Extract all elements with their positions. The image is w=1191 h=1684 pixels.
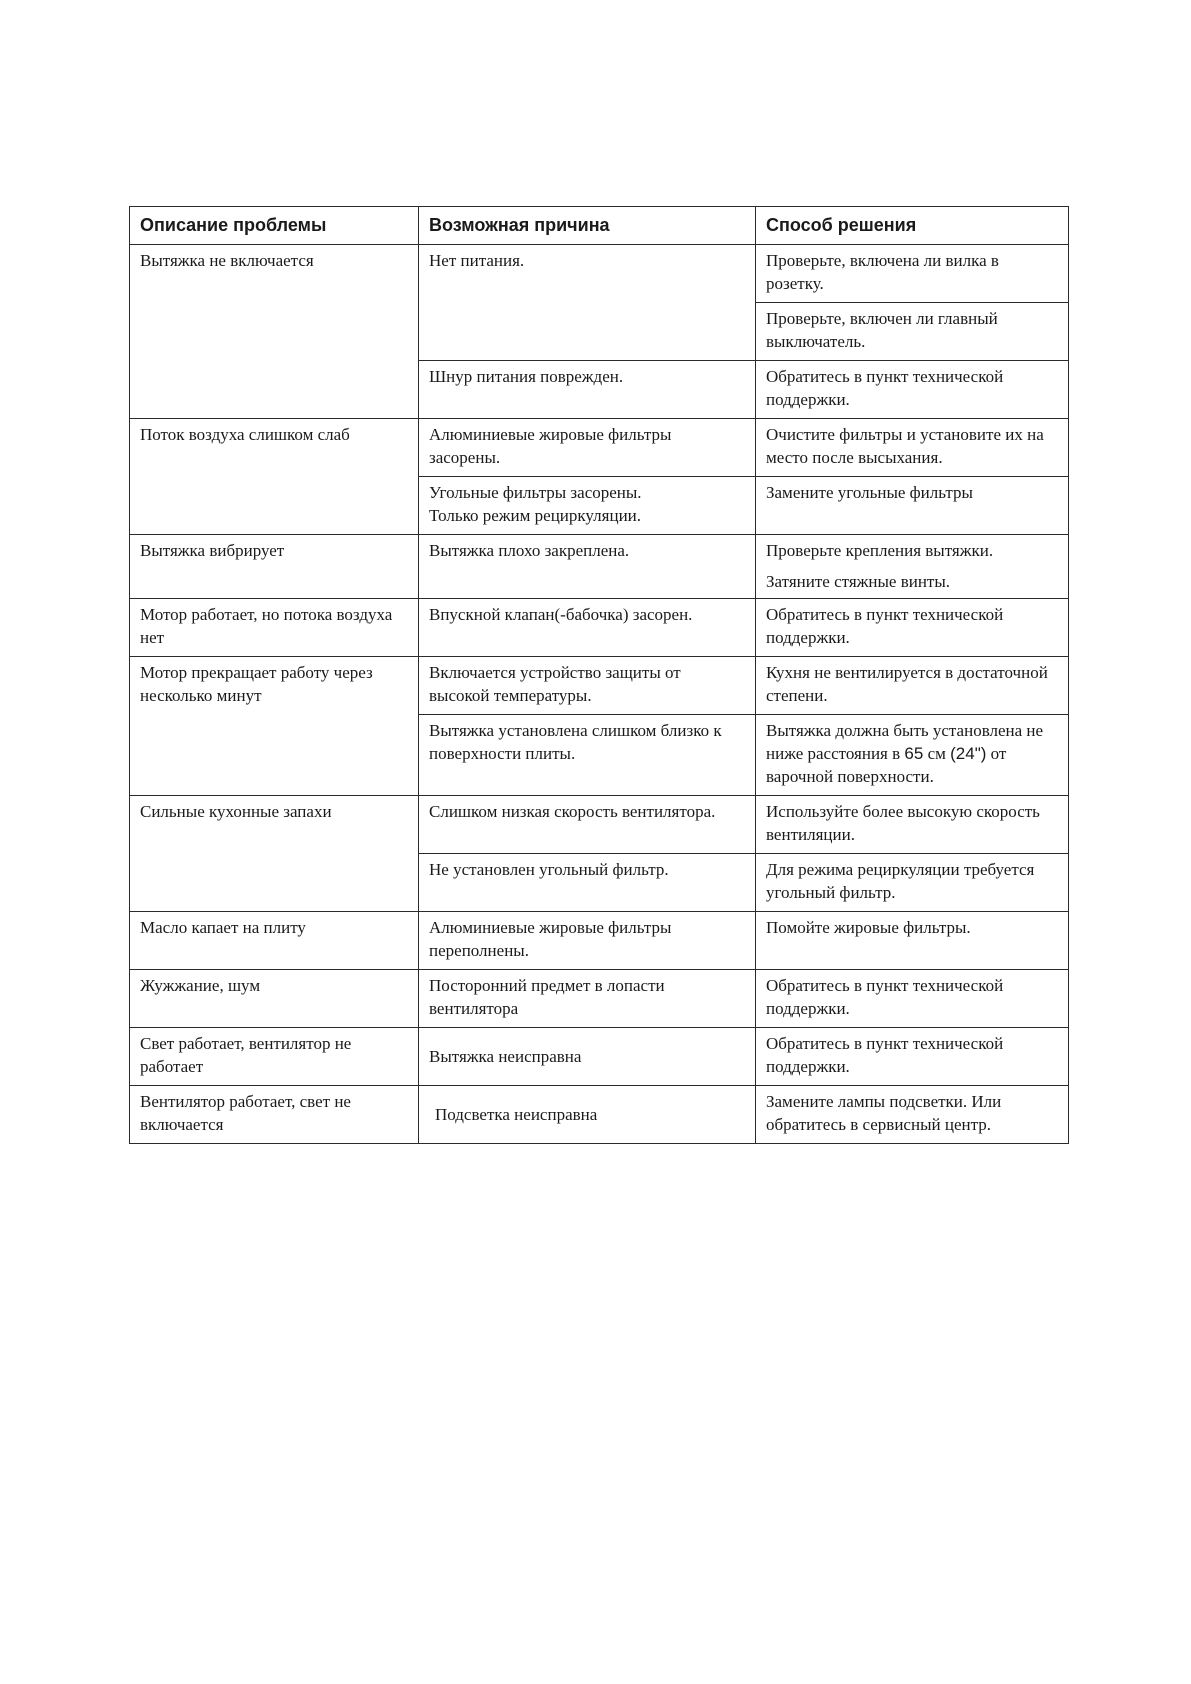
table-row	[130, 535, 1069, 599]
distance-value: 65	[904, 744, 924, 763]
solution-cell: Используйте более высокую скорость вентиляции.	[756, 796, 1069, 854]
cause-cell: Слишком низкая скорость вентилятора.	[419, 796, 756, 854]
solution-cell: Для режима рециркуляции требуется угольный фильтр.	[756, 854, 1069, 912]
table-row	[130, 970, 1069, 1028]
cause-cell: Посторонний предмет в лопасти вентилятора	[419, 970, 756, 1028]
table-row	[130, 1028, 1069, 1086]
cause-cell: Алюминиевые жировые фильтры засорены.	[419, 419, 756, 477]
cause-cell	[419, 477, 756, 535]
cause-line: Угольные фильтры засорены.	[429, 483, 642, 502]
solution-cell: Помойте жировые фильтры.	[756, 912, 1069, 970]
cause-line: Только режим рециркуляции.	[429, 506, 642, 525]
header-solution: Способ решения	[756, 207, 1069, 245]
solution-line: Затяните стяжные винты.	[766, 572, 951, 591]
problem-cell: Масло капает на плиту	[130, 912, 419, 970]
solution-cell: Обратитесь в пункт технической поддержки.	[756, 970, 1069, 1028]
solution-cell: Замените угольные фильтры	[756, 477, 1069, 535]
problem-cell: Вентилятор работает, свет не включается	[130, 1086, 419, 1144]
table-row	[130, 419, 1069, 477]
cause-cell: Вытяжка неисправна	[419, 1028, 756, 1086]
problem-cell: Сильные кухонные запахи	[130, 796, 419, 912]
cause-cell: Нет питания.	[419, 245, 756, 361]
solution-cell: Замените лампы подсветки. Или обратитесь в сервисный центр.	[756, 1086, 1069, 1144]
cause-cell: Включается устройство защиты от высокой температуры.	[419, 657, 756, 715]
solution-cell: Проверьте, включена ли вилка в розетку.	[756, 245, 1069, 303]
solution-cell: Очистите фильтры и установите их на место после высыхания.	[756, 419, 1069, 477]
table-row	[130, 599, 1069, 657]
problem-cell: Поток воздуха слишком слаб	[130, 419, 419, 535]
solution-text: от варочной поверхности.	[766, 744, 1007, 786]
solution-cell: Кухня не вентилируется в достаточной степени.	[756, 657, 1069, 715]
troubleshooting-table	[129, 206, 1069, 1144]
header-problem: Описание проблемы	[130, 207, 419, 245]
cause-cell: Вытяжка установлена слишком близко к поверхности плиты.	[419, 715, 756, 796]
solution-cell: Проверьте, включен ли главный выключатель.	[756, 303, 1069, 361]
cause-cell: Подсветка неисправна	[419, 1086, 756, 1144]
problem-cell: Вытяжка вибрирует	[130, 535, 419, 599]
table-row	[130, 245, 1069, 303]
problem-cell: Свет работает, вентилятор не работает	[130, 1028, 419, 1086]
distance-unit: см	[927, 744, 946, 763]
solution-cell	[756, 715, 1069, 796]
table-row	[130, 657, 1069, 715]
problem-cell: Вытяжка не включается	[130, 245, 419, 419]
table-row	[130, 796, 1069, 854]
cause-cell: Вытяжка плохо закреплена.	[419, 535, 756, 599]
table-header-row	[130, 207, 1069, 245]
solution-cell: Обратитесь в пункт технической поддержки.	[756, 599, 1069, 657]
problem-cell: Жужжание, шум	[130, 970, 419, 1028]
cause-cell: Алюминиевые жировые фильтры переполнены.	[419, 912, 756, 970]
table-row	[130, 1086, 1069, 1144]
solution-cell	[756, 535, 1069, 599]
header-cause: Возможная причина	[419, 207, 756, 245]
distance-inches: (24")	[950, 744, 987, 763]
cause-cell: Шнур питания поврежден.	[419, 361, 756, 419]
table-row	[130, 912, 1069, 970]
cause-cell: Впускной клапан(-бабочка) засорен.	[419, 599, 756, 657]
solution-cell: Обратитесь в пункт технической поддержки.	[756, 361, 1069, 419]
solution-line: Проверьте крепления вытяжки.	[766, 541, 994, 560]
solution-cell: Обратитесь в пункт технической поддержки.	[756, 1028, 1069, 1086]
problem-cell: Мотор прекращает работу через несколько минут	[130, 657, 419, 796]
solution-text: Вытяжка должна быть установлена не ниже расстояния в	[766, 721, 1044, 763]
problem-cell: Мотор работает, но потока воздуха нет	[130, 599, 419, 657]
cause-cell: Не установлен угольный фильтр.	[419, 854, 756, 912]
